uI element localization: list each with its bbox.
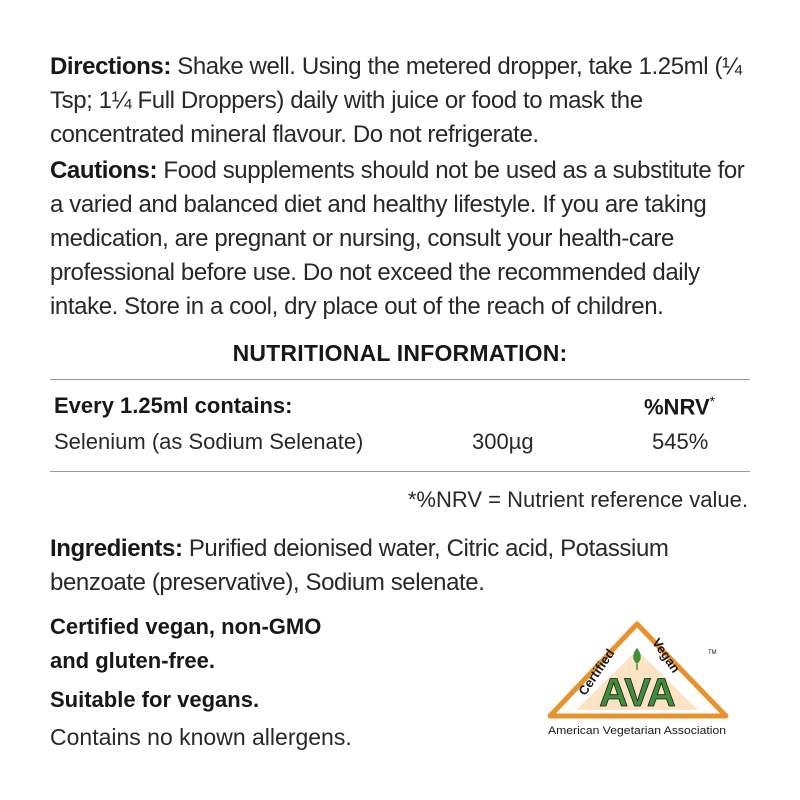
table-top-divider [50,379,750,380]
nutrient-name: Selenium (as Sodium Selenate) [54,429,364,454]
directions-paragraph [50,50,760,152]
header-nrv-label: %NRV [644,394,710,420]
certified-line-2: and gluten-free. [50,648,216,673]
ava-letters: AVA [599,671,675,715]
table-bottom-divider [50,471,750,472]
directions-label: Directions: [50,53,171,80]
header-nrv [644,393,715,420]
ava-caption: American Vegetarian Association [548,725,726,737]
allergens-note: Contains no known allergens. [50,724,352,750]
header-serving-label: Every 1.25ml contains: [54,393,293,418]
nutrient-amount: 300µg [472,429,534,454]
header-nrv-mark: * [709,393,716,409]
nutrient-nrv: 545% [652,429,709,454]
ingredients-text: Purified deionised water, Citric acid, Potassium benzoate (preservative), Sodium selenate. [50,535,669,596]
cautions-text: Food supplements should not be used as a substitute for a varied and balanced diet and healthy lifestyle. If you are taking medication, are pregnant or nursing, consult your health-care professional before use. Do not exceed the recommended daily intake. Store in a cool, dry place out of the reach of children. [50,157,745,320]
ava-trademark: TM [708,650,717,656]
ingredients-paragraph [50,532,760,600]
certified-line-1: Certified vegan, non-GMO [50,614,322,639]
nutrition-table-header [54,393,744,419]
cautions-paragraph [50,154,760,324]
directions-text: Shake well. Using the metered dropper, take 1.25ml (¼ Tsp; 1¼ Full Droppers) daily with juice or food to mask the concentrated mineral flavour. Do not refrigerate. [50,53,742,148]
ava-logo [548,620,738,745]
ingredients-label: Ingredients: [50,535,183,562]
ava-vegan-word: Vegan [649,635,684,676]
ava-certified-word: Certified [575,646,618,699]
nutrition-title: NUTRITIONAL INFORMATION: [232,340,568,366]
table-row [54,429,744,455]
nrv-footnote: *%NRV = Nutrient reference value. [407,487,748,512]
cautions-label: Cautions: [50,157,158,184]
suitable-for-vegans: Suitable for vegans. [50,687,260,712]
